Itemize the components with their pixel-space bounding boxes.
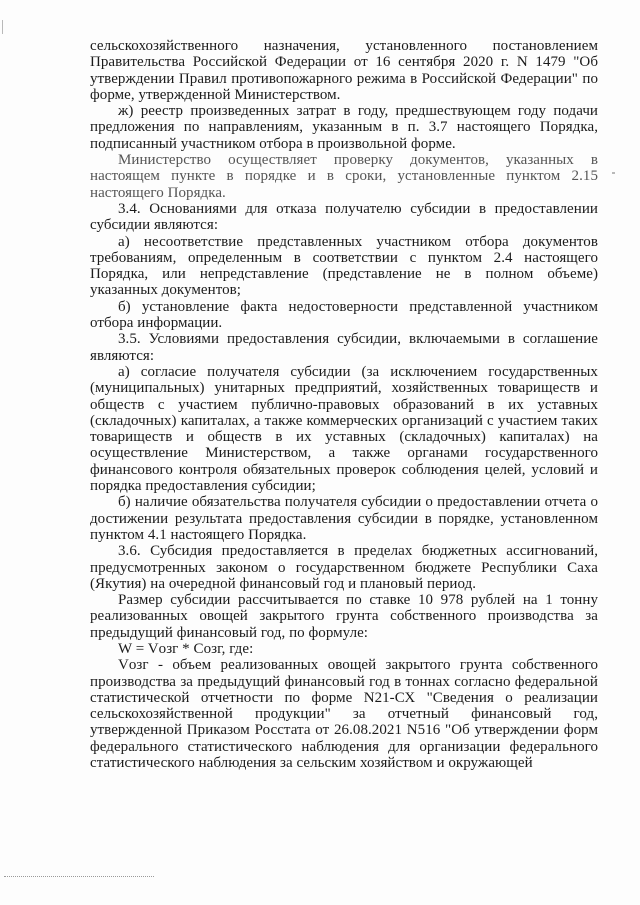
paragraph-section-3-4: 3.4. Основаниями для отказа получателю субсидии в предоставлении субсидии являются: (90, 200, 598, 234)
scan-dotted-line (4, 876, 154, 878)
scan-speck (612, 172, 615, 174)
paragraph-item-b-refusal: б) установление факта недостоверности представленной участником отбора информации. (90, 298, 598, 332)
scan-mark (2, 20, 3, 34)
document-body (90, 38, 598, 771)
paragraph-subsidy-size: Размер субсидии рассчитывается по ставке 10 978 рублей на 1 тонну реализованных овощей закрытого грунта собственного производства за предыдущий финансовый год, по формуле: (90, 592, 598, 641)
paragraph-item-b-conditions: б) наличие обязательства получателя субсидии о предоставлении отчета о достижении результата предоставления субсидии в порядке, установленном пунктом 4.1 настоящего Порядка. (90, 494, 598, 543)
paragraph-item-a-conditions: а) согласие получателя субсидии (за исключением государственных (муниципальных) унитарных предприятий, хозяйственных товариществ и обществ с участием публично-правовых образований в их уставных (складочных) капиталах, а также коммерческих организаций с участием таких товариществ и обществ в их уставных (складочных) капиталах) на осуществление Министерством, а также органами государственного финансового контроля обязательных проверок соблюдения целей, условий и порядка предоставления субсидии; (90, 363, 598, 495)
paragraph-item-zh: ж) реестр произведенных затрат в году, предшествующем году подачи предложения по направлениям, указанным в п. 3.7 настоящего Порядка, подписанный участником отбора в произвольной форме. (90, 103, 598, 152)
paragraph-section-3-6: 3.6. Субсидия предоставляется в пределах бюджетных ассигнований, предусмотренных законом о государственном бюджете Республики Саха (Якутия) на очередной финансовый год и плановый период. (90, 543, 598, 592)
paragraph-formula: W = Vозг * Cозг, где: (118, 640, 254, 657)
paragraph-section-3-5: 3.5. Условиями предоставления субсидии, включаемыми в соглашение являются: (90, 331, 598, 364)
paragraph-continuation: сельскохозяйственного назначения, установленного постановлением Правительства Российской Федерации от 16 сентября 2020 г. N 1479 "Об утверждении Правил противопожарного режима в Российской Федерации" по форме, утвержденной Министерством. (90, 38, 598, 103)
paragraph-vozg-definition: Vозг - объем реализованных овощей закрытого грунта собственного производства за предыдущий финансовый год в тоннах согласно федеральной статистической отчетности по форме N21-СХ "Сведения о реализации сельскохозяйственной продукции" за отчетный финансовый год, утвержденной Приказом Росстата от 26.08.2021 N516 "Об утверждении форм федерального статистического наблюдения для организации федерального статистического наблюдения за сельским хозяйством и окружающей (90, 657, 598, 772)
paragraph-ministry-check: Министерство осуществляет проверку документов, указанных в настоящем пункте в порядке и в сроки, установленные пунктом 2.15 настоящего Порядка. (90, 152, 598, 201)
paragraph-item-a-refusal: а) несоответствие представленных участником отбора документов требованиям, определенным в соответствии с пунктом 2.4 настоящего Порядка, или непредставление (представление не в полном объеме) указанных документов; (90, 233, 598, 299)
